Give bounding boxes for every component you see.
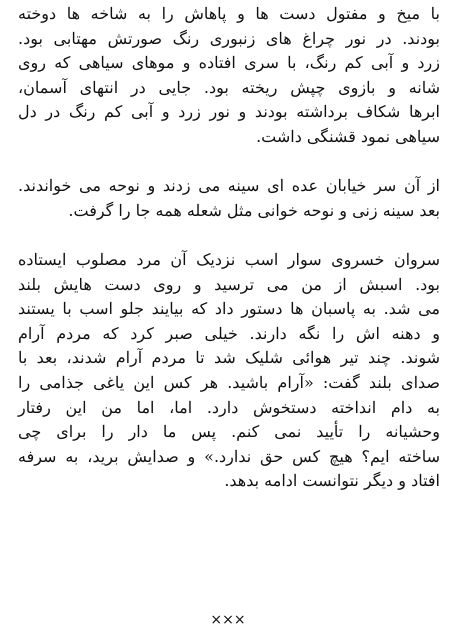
text-line: ابرها شکاف برداشته بودند و نور زرد و آبی کم رنگ در دل xyxy=(18,102,440,122)
text-line: به دام انداخته دستخوش دارد. اما، اما من این رفتار xyxy=(18,397,440,417)
paragraph-gap xyxy=(18,150,440,175)
paragraph-crucified-man xyxy=(18,2,440,150)
text-line: بود. اسبش از من می ترسید و روی دست هایش بلند xyxy=(18,274,440,294)
paragraph-mourning xyxy=(18,174,440,223)
text-line: بعد سینه زنی و نوحه خوانی مثل شعله همه جا را گرفت. xyxy=(68,200,440,220)
text-line: ساخته ایم؟ هیچ کس حق ندارد.» و صدایش برید، به سرفه xyxy=(18,446,440,466)
text-line: سروان خسروی سوار اسب نزدیک آن مرد مصلوب ایستاده xyxy=(18,249,440,269)
text-line: می شد. به پاسبان ها دستور داد که بیایند جلو اسب با یستند xyxy=(18,299,440,319)
paragraph-captain xyxy=(18,248,440,494)
text-line: از آن سر خیابان عده ای سینه می زدند و نوحه می خواندند. xyxy=(18,176,440,196)
section-separator: ××× xyxy=(210,612,246,628)
text-line: با میخ و مفتول دست ها و پاهاش را به شاخه ها دوخته xyxy=(18,4,440,23)
text-line: بودند. در نور چراغ های زنبوری رنگ صورتش مهتابی بود. xyxy=(18,28,440,48)
text-line: شوند. چند تیر هوائی شلیک شد تا مردم آرام شدند، بعد با xyxy=(18,348,441,368)
text-line: وحشیانه را تأیید نمی کنم. پس ما دار را برای چی xyxy=(18,422,440,442)
text-line: زرد و آبی کم رنگ، با سری افتاده و موهای سیاهی که روی xyxy=(18,53,440,73)
paragraph-gap xyxy=(18,223,440,248)
text-line: و دهنه اش را نگه دارند. خیلی صبر کرد که مردم آرام xyxy=(18,323,440,343)
text-line: صدای بلند گفت: «آرام باشید. هر کس این یاغی جذامی را xyxy=(18,372,440,392)
text-line: افتاد و دیگر نتوانست ادامه بدهد. xyxy=(224,471,440,491)
document-page xyxy=(18,2,440,635)
text-line: سیاهی نمود قشنگی داشت. xyxy=(256,126,440,146)
text-line: شانه و بازوی چپش ریخته بود. جایی در انتهای آسمان، xyxy=(18,77,440,97)
